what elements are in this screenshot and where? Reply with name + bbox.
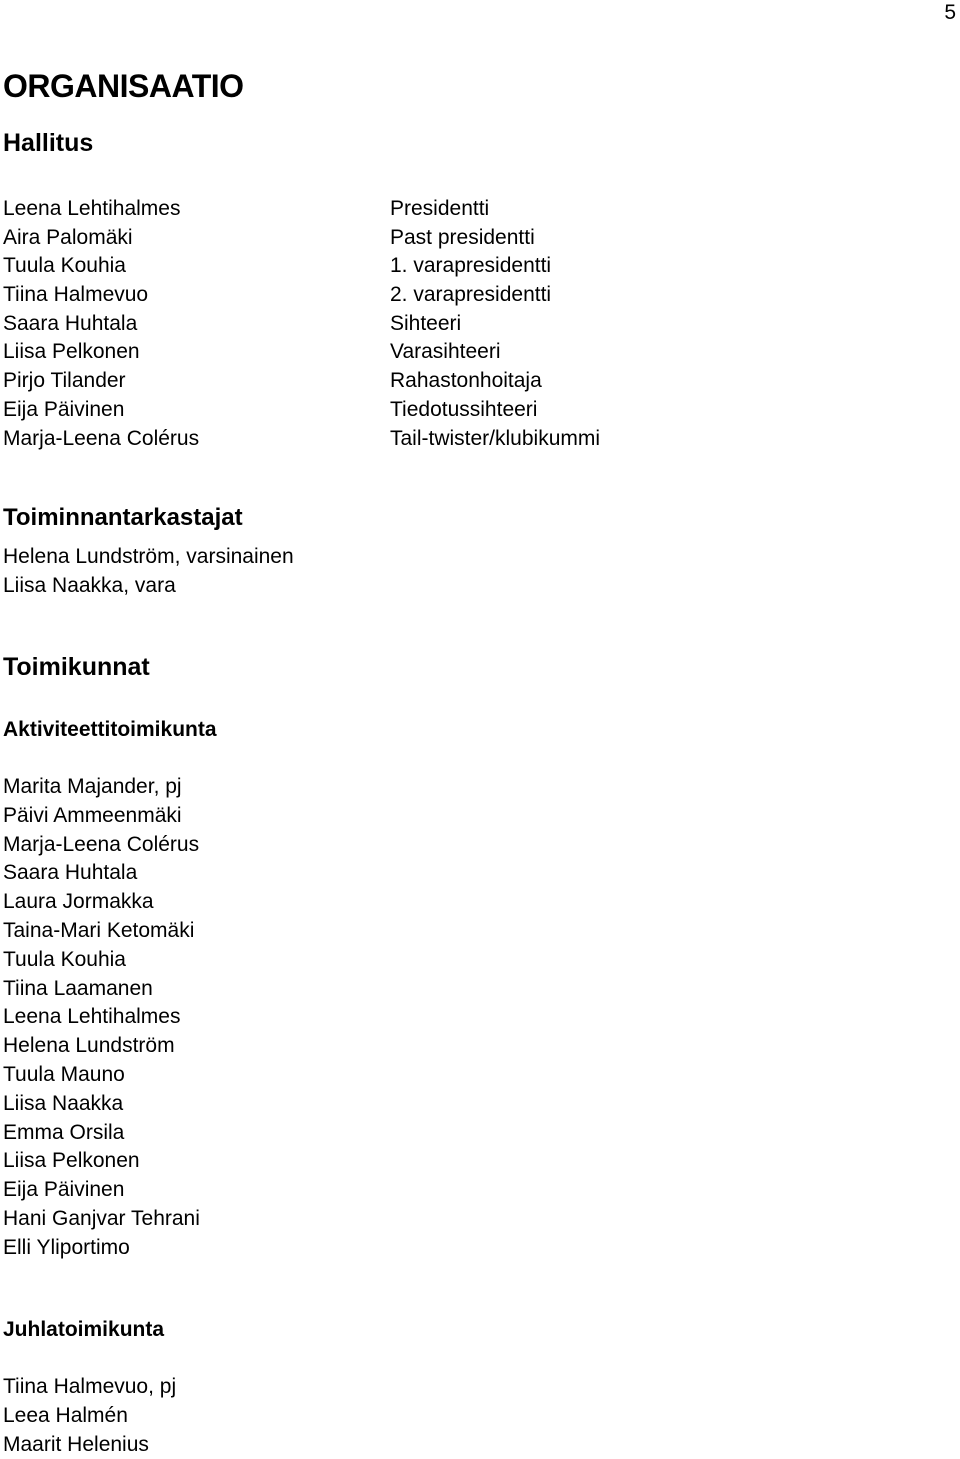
- list-item: Päivi Ammeenmäki: [3, 803, 182, 827]
- board-row: [3, 425, 703, 454]
- board-member-name: Tuula Kouhia: [3, 254, 126, 278]
- board-member-role: Varasihteeri: [390, 340, 501, 364]
- board-row: [3, 310, 703, 339]
- list-item: Tuula Mauno: [3, 1062, 125, 1086]
- list-item: Liisa Naakka, vara: [3, 573, 176, 597]
- list-item: Elli Yliportimo: [3, 1235, 130, 1259]
- list-item: Leena Lehtihalmes: [3, 1005, 181, 1029]
- auditors-list: [3, 543, 294, 601]
- board-row: [3, 338, 703, 367]
- board-member-table: [3, 195, 703, 453]
- celebration-committee-heading: Juhlatoimikunta: [3, 1318, 165, 1341]
- board-member-name: Pirjo Tilander: [3, 369, 126, 393]
- board-member-role: Sihteeri: [390, 311, 462, 335]
- board-member-name: Marja-Leena Colérus: [3, 426, 200, 450]
- celebration-committee-list: [3, 1373, 176, 1459]
- board-member-role: Past presidentti: [390, 225, 535, 249]
- board-member-name: Saara Huhtala: [3, 311, 138, 335]
- list-item: Liisa Naakka: [3, 1091, 124, 1115]
- list-item: Laura Jormakka: [3, 890, 154, 914]
- list-item: Maarit Helenius: [3, 1432, 149, 1456]
- board-member-name: Liisa Pelkonen: [3, 340, 140, 364]
- list-item: Emma Orsila: [3, 1120, 125, 1144]
- board-row: [3, 367, 703, 396]
- board-member-name: Leena Lehtihalmes: [3, 197, 181, 220]
- activity-committee-list: [3, 773, 200, 1263]
- list-item: Tiina Laamanen: [3, 976, 153, 1000]
- list-item: Taina-Mari Ketomäki: [3, 918, 195, 942]
- board-member-role: Presidentti: [390, 197, 490, 220]
- board-row: [3, 224, 703, 253]
- board-heading: Hallitus: [3, 129, 94, 157]
- list-item: Tuula Kouhia: [3, 947, 126, 971]
- auditors-heading: Toiminnantarkastajat: [3, 504, 243, 531]
- board-row: [3, 281, 703, 310]
- list-item: Liisa Pelkonen: [3, 1149, 140, 1173]
- board-member-role: 2. varapresidentti: [390, 283, 552, 307]
- board-member-name: Aira Palomäki: [3, 225, 133, 249]
- board-row: [3, 252, 703, 281]
- board-row: [3, 396, 703, 425]
- list-item: Eija Päivinen: [3, 1178, 125, 1202]
- page-number: 5: [944, 1, 956, 24]
- committees-heading: Toimikunnat: [3, 653, 150, 681]
- board-member-role: 1. varapresidentti: [390, 254, 552, 278]
- board-member-role: Tail-twister/klubikummi: [390, 426, 601, 450]
- board-member-role: Rahastonhoitaja: [390, 369, 542, 393]
- board-member-name: Tiina Halmevuo: [3, 283, 149, 307]
- list-item: Helena Lundström, varsinainen: [3, 545, 294, 568]
- board-member-role: Tiedotussihteeri: [390, 397, 538, 421]
- board-row: [3, 195, 703, 224]
- list-item: Marja-Leena Colérus: [3, 832, 200, 856]
- list-item: Marita Majander, pj: [3, 775, 182, 798]
- activity-committee-heading: Aktiviteettitoimikunta: [3, 718, 217, 741]
- list-item: Tiina Halmevuo, pj: [3, 1375, 177, 1398]
- list-item: Leea Halmén: [3, 1403, 128, 1427]
- list-item: Helena Lundström: [3, 1034, 175, 1058]
- document-title: ORGANISAATIO: [3, 68, 244, 104]
- board-member-name: Eija Päivinen: [3, 397, 125, 421]
- list-item: Saara Huhtala: [3, 861, 138, 885]
- list-item: Hani Ganjvar Tehrani: [3, 1206, 200, 1230]
